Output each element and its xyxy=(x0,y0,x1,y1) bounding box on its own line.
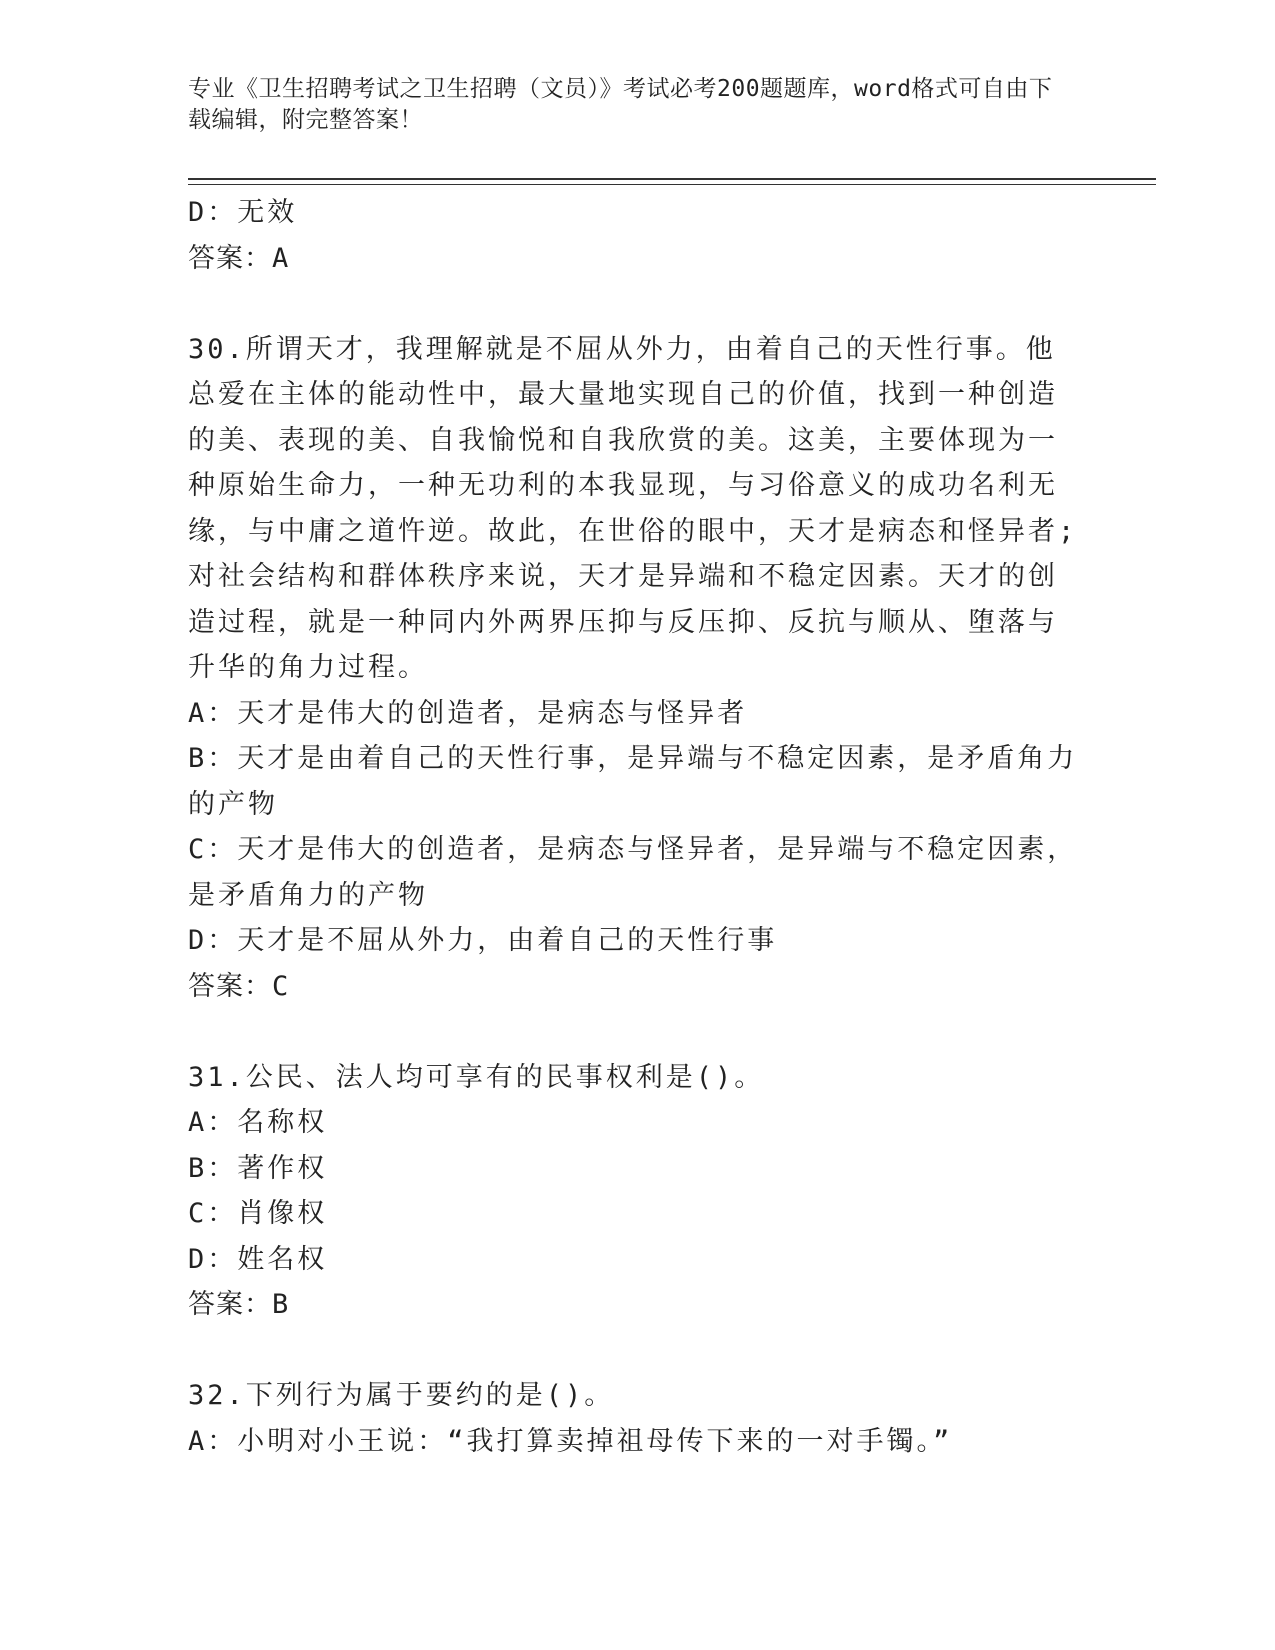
prev-answer: 答案：A xyxy=(188,242,290,274)
spacer xyxy=(188,1009,1078,1055)
document-header: 专业《卫生招聘考试之卫生招聘（文员）》考试必考200题题库，word格式可自由下载编辑，附完整答案！ xyxy=(188,76,1053,133)
q31-option-c: C：肖像权 xyxy=(188,1198,328,1229)
q30-answer: 答案：C xyxy=(188,970,290,1002)
q30-option-a: A：天才是伟大的创造者，是病态与怪异者 xyxy=(188,697,748,729)
spacer xyxy=(188,281,1078,327)
header-divider-thin xyxy=(188,184,1156,185)
q31-answer: 答案：B xyxy=(188,1289,290,1320)
q31-option-a: A：名称权 xyxy=(188,1107,328,1138)
spacer xyxy=(188,1328,1078,1374)
q31-stem: 31.公民、法人均可享有的民事权利是()。 xyxy=(188,1061,765,1093)
question-content xyxy=(188,190,1078,1464)
header-divider-thick xyxy=(188,178,1156,180)
q30-option-b: B：天才是由着自己的天性行事，是异端与不稳定因素，是矛盾角力的产物 xyxy=(188,743,1078,820)
q31-option-d: D：姓名权 xyxy=(188,1243,328,1275)
prev-option-d: D：无效 xyxy=(188,197,298,228)
q32-stem: 32.下列行为属于要约的是()。 xyxy=(188,1380,615,1411)
q30-option-d: D：天才是不屈从外力，由着自己的天性行事 xyxy=(188,925,778,956)
q30-option-c: C：天才是伟大的创造者，是病态与怪异者，是异端与不稳定因素，是矛盾角力的产物 xyxy=(188,834,1078,911)
q32-option-a: A：小明对小王说：“我打算卖掉祖母传下来的一对手镯。” xyxy=(188,1425,953,1457)
q31-option-b: B：著作权 xyxy=(188,1152,328,1184)
q30-stem: 30.所谓天才，我理解就是不屈从外力，由着自己的天性行事。他总爱在主体的能动性中，最大量地实现自己的价值，找到一种创造的美、表现的美、自我愉悦和自我欣赏的美。这美，主要体现为一种原始生命力，一种无功利的本我显现，与习俗意义的成功名利无缘，与中庸之道忤逆。故此，在世俗的眼中，天才是病态和怪异者;对社会结构和群体秩序来说，天才是异端和不稳定因素。天才的创造过程，就是一种同内外两界压抑与反压抑、反抗与顺从、堕落与升华的角力过程。 xyxy=(188,333,1078,683)
